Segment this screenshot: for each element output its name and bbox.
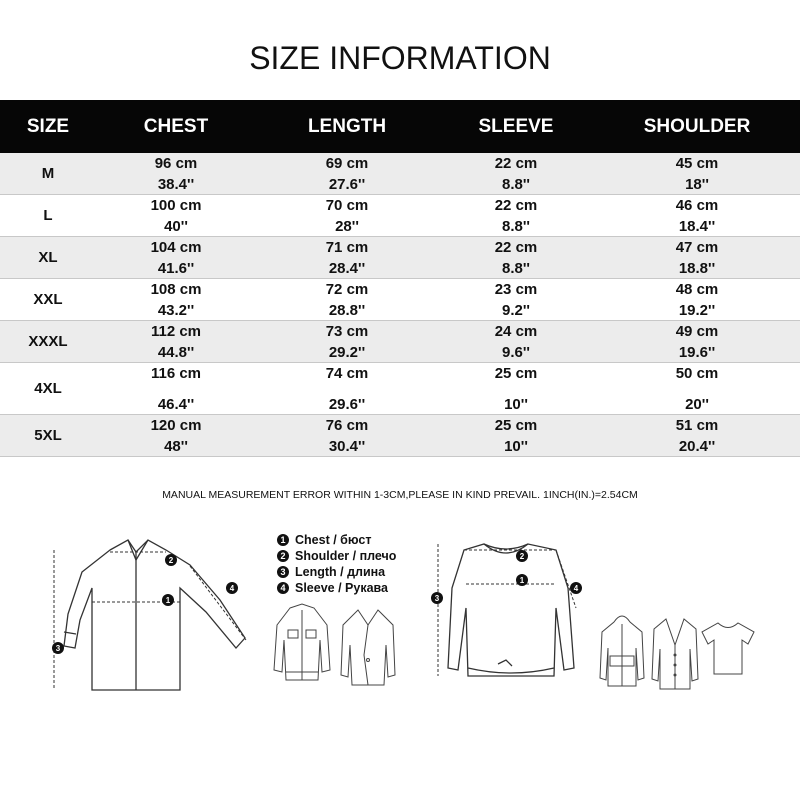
chest-inch: 40'' bbox=[164, 218, 188, 235]
sleeve-inch: 9.2'' bbox=[502, 302, 530, 319]
shoulder-inch: 18.4'' bbox=[678, 218, 716, 235]
table-row bbox=[0, 237, 800, 279]
shoulder-cell bbox=[594, 321, 800, 362]
length-inch: 29.2'' bbox=[328, 344, 366, 361]
chest-cell bbox=[96, 415, 256, 456]
legend-number: 3 bbox=[277, 566, 289, 578]
sleeve-cm: 25 cm bbox=[494, 417, 538, 434]
length-cell bbox=[256, 195, 438, 236]
measurement-note: MANUAL MEASUREMENT ERROR WITHIN 1-3CM,PLEASE IN KIND PREVAIL. 1INCH(IN.)=2.54CM bbox=[162, 489, 638, 501]
tshirt-icon bbox=[698, 618, 758, 678]
length-cm: 69 cm bbox=[325, 155, 369, 172]
header-chest: CHEST bbox=[143, 115, 209, 137]
sleeve-cell bbox=[438, 153, 594, 194]
chest-inch: 48'' bbox=[164, 438, 188, 455]
svg-text:1: 1 bbox=[165, 596, 171, 605]
chest-cm: 100 cm bbox=[150, 197, 202, 214]
shoulder-cm: 45 cm bbox=[675, 155, 719, 172]
table-row bbox=[0, 279, 800, 321]
shoulder-cell bbox=[594, 363, 800, 414]
table-body bbox=[0, 153, 800, 457]
shoulder-cell bbox=[594, 279, 800, 320]
sleeve-cell bbox=[438, 279, 594, 320]
shoulder-inch: 18.8'' bbox=[678, 260, 716, 277]
length-cell bbox=[256, 321, 438, 362]
chest-cell bbox=[96, 153, 256, 194]
legend-item bbox=[277, 532, 396, 548]
header-length: LENGTH bbox=[307, 115, 387, 137]
chest-cm: 120 cm bbox=[150, 417, 202, 434]
length-inch: 28.8'' bbox=[328, 302, 366, 319]
sweater-measurement-icon bbox=[428, 528, 598, 688]
shoulder-inch: 20.4'' bbox=[678, 438, 716, 455]
table-header bbox=[0, 100, 800, 153]
shoulder-cm: 50 cm bbox=[675, 365, 719, 382]
legend-number: 2 bbox=[277, 550, 289, 562]
sleeve-inch: 8.8'' bbox=[502, 218, 530, 235]
legend-number: 4 bbox=[277, 582, 289, 594]
shoulder-cm: 46 cm bbox=[675, 197, 719, 214]
length-inch: 28.4'' bbox=[328, 260, 366, 277]
table-row bbox=[0, 153, 800, 195]
header-shoulder: SHOULDER bbox=[643, 115, 751, 137]
sleeve-cell bbox=[438, 195, 594, 236]
length-cm: 71 cm bbox=[325, 239, 369, 256]
legend-item bbox=[277, 564, 396, 580]
legend-number: 1 bbox=[277, 534, 289, 546]
length-inch: 28'' bbox=[335, 218, 359, 235]
shirt-measurement-icon bbox=[40, 530, 280, 700]
svg-text:2: 2 bbox=[168, 556, 174, 565]
shoulder-cell bbox=[594, 153, 800, 194]
sleeve-cell bbox=[438, 363, 594, 414]
sleeve-inch: 10'' bbox=[504, 396, 528, 413]
size-cell: 5XL bbox=[34, 427, 62, 444]
length-cm: 76 cm bbox=[325, 417, 369, 434]
header-size: SIZE bbox=[26, 115, 70, 137]
chest-cell bbox=[96, 237, 256, 278]
sleeve-cell bbox=[438, 415, 594, 456]
length-inch: 27.6'' bbox=[328, 176, 366, 193]
hoodie-icon bbox=[598, 612, 646, 692]
table-row bbox=[0, 415, 800, 457]
legend-item bbox=[277, 548, 396, 564]
chest-cell bbox=[96, 279, 256, 320]
length-cell bbox=[256, 363, 438, 414]
page-title: SIZE INFORMATION bbox=[249, 40, 551, 76]
legend-label: Chest / бюст bbox=[295, 533, 372, 547]
size-cell: L bbox=[43, 207, 53, 224]
sleeve-cell bbox=[438, 321, 594, 362]
length-cm: 73 cm bbox=[325, 323, 369, 340]
legend-label: Shoulder / плечо bbox=[295, 549, 397, 563]
length-cell bbox=[256, 415, 438, 456]
table-row bbox=[0, 321, 800, 363]
size-table bbox=[0, 100, 800, 457]
chest-inch: 43.2'' bbox=[157, 302, 195, 319]
shoulder-cell bbox=[594, 195, 800, 236]
cardigan-icon bbox=[650, 615, 700, 695]
chest-inch: 41.6'' bbox=[157, 260, 195, 277]
shoulder-cm: 48 cm bbox=[675, 281, 719, 298]
chest-cell bbox=[96, 321, 256, 362]
size-cell: XXL bbox=[33, 291, 63, 308]
chest-cm: 96 cm bbox=[154, 155, 198, 172]
sleeve-cm: 24 cm bbox=[494, 323, 538, 340]
legend-item bbox=[277, 580, 396, 596]
shoulder-cell bbox=[594, 415, 800, 456]
shoulder-cm: 49 cm bbox=[675, 323, 719, 340]
sleeve-inch: 8.8'' bbox=[502, 260, 530, 277]
table-row bbox=[0, 195, 800, 237]
shoulder-cm: 47 cm bbox=[675, 239, 719, 256]
sleeve-cm: 22 cm bbox=[494, 239, 538, 256]
measurement-legend bbox=[277, 532, 396, 596]
sleeve-cm: 25 cm bbox=[494, 365, 538, 382]
sleeve-inch: 10'' bbox=[504, 438, 528, 455]
chest-inch: 46.4'' bbox=[157, 396, 195, 413]
svg-text:4: 4 bbox=[229, 584, 235, 593]
chest-cm: 116 cm bbox=[150, 365, 202, 382]
length-cell bbox=[256, 237, 438, 278]
table-row bbox=[0, 363, 800, 415]
sleeve-cm: 23 cm bbox=[494, 281, 538, 298]
blazer-icon bbox=[338, 605, 398, 690]
shoulder-inch: 19.6'' bbox=[678, 344, 716, 361]
length-inch: 29.6'' bbox=[328, 396, 366, 413]
length-cm: 72 cm bbox=[325, 281, 369, 298]
size-cell: M bbox=[41, 165, 55, 182]
length-cm: 70 cm bbox=[325, 197, 369, 214]
sleeve-inch: 9.6'' bbox=[502, 344, 530, 361]
svg-text:2: 2 bbox=[519, 552, 525, 561]
chest-cm: 112 cm bbox=[150, 323, 202, 340]
size-cell: XL bbox=[38, 249, 58, 266]
header-sleeve: SLEEVE bbox=[478, 115, 554, 137]
length-inch: 30.4'' bbox=[328, 438, 366, 455]
shoulder-inch: 18'' bbox=[685, 176, 709, 193]
chest-cm: 108 cm bbox=[150, 281, 202, 298]
shoulder-cm: 51 cm bbox=[675, 417, 719, 434]
svg-text:4: 4 bbox=[573, 584, 579, 593]
length-cell bbox=[256, 279, 438, 320]
sleeve-cm: 22 cm bbox=[494, 197, 538, 214]
length-cm: 74 cm bbox=[325, 365, 369, 382]
jacket-icon bbox=[272, 600, 332, 690]
shoulder-inch: 20'' bbox=[685, 396, 709, 413]
chest-cm: 104 cm bbox=[150, 239, 202, 256]
size-cell: 4XL bbox=[34, 380, 62, 397]
chest-inch: 38.4'' bbox=[157, 176, 195, 193]
sleeve-cell bbox=[438, 237, 594, 278]
chest-cell bbox=[96, 363, 256, 414]
shoulder-cell bbox=[594, 237, 800, 278]
legend-label: Length / длина bbox=[295, 565, 386, 579]
svg-text:1: 1 bbox=[519, 576, 525, 585]
legend-label: Sleeve / Рукава bbox=[295, 581, 389, 595]
chest-cell bbox=[96, 195, 256, 236]
sleeve-cm: 22 cm bbox=[494, 155, 538, 172]
svg-text:3: 3 bbox=[434, 594, 440, 603]
svg-text:3: 3 bbox=[55, 644, 61, 653]
shoulder-inch: 19.2'' bbox=[678, 302, 716, 319]
chest-inch: 44.8'' bbox=[157, 344, 195, 361]
length-cell bbox=[256, 153, 438, 194]
size-cell: XXXL bbox=[28, 333, 68, 350]
sleeve-inch: 8.8'' bbox=[502, 176, 530, 193]
